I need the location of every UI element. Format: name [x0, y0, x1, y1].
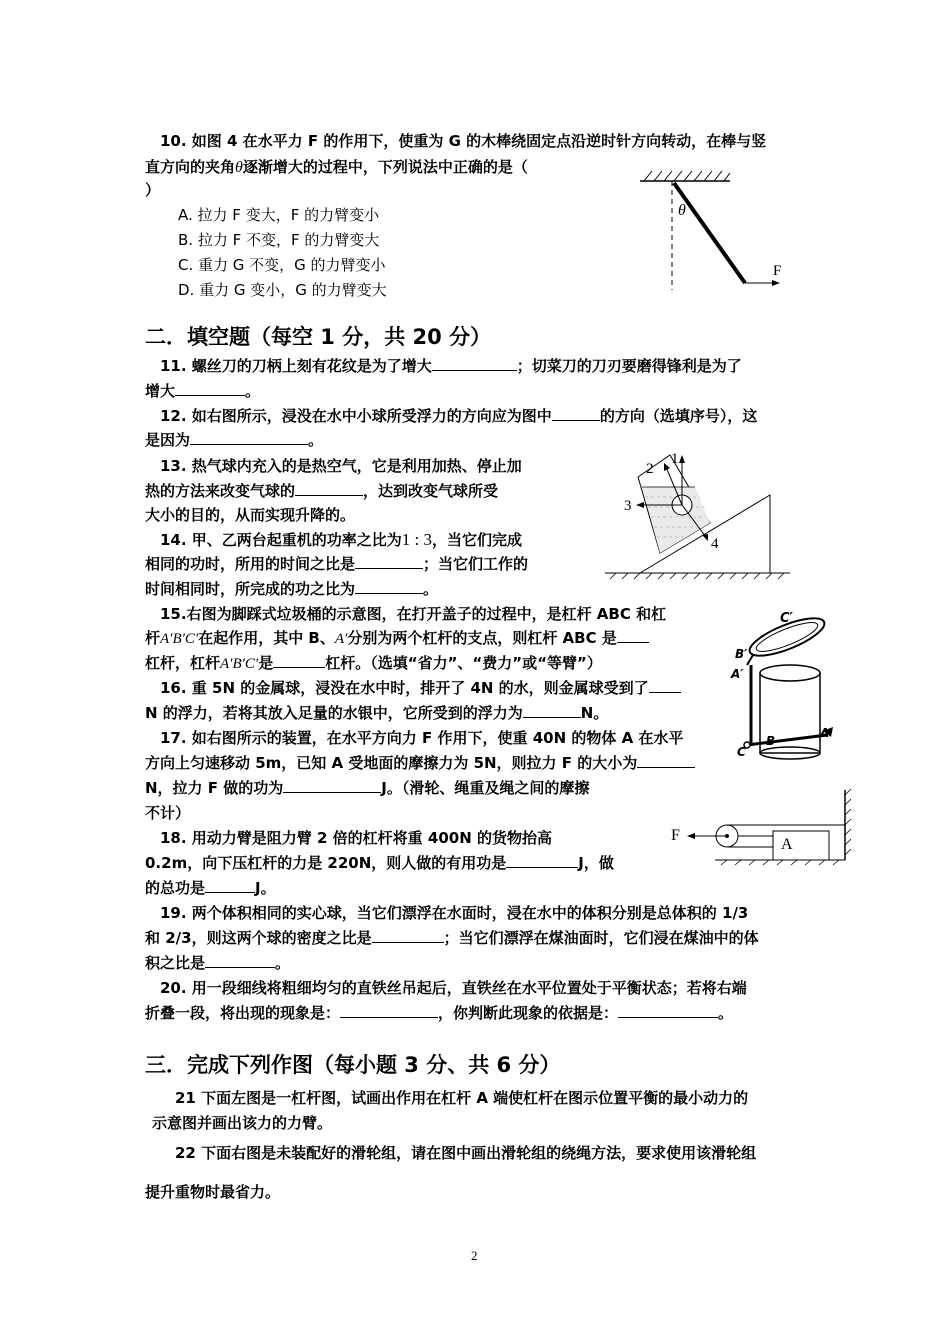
fig-block-a-label: A — [781, 836, 793, 853]
fig-a-prime-label: A′ — [731, 667, 744, 681]
fig-c-prime-label: C′ — [780, 611, 793, 626]
q10-option-d: D. 重力 G 变小，G 的力臂变大 — [178, 281, 387, 299]
page-number: 2 — [471, 1248, 478, 1263]
q10-option-b: B. 拉力 F 不变，F 的力臂变大 — [178, 231, 380, 249]
q13-line2: 热的方法来改变气球的 ，达到改变气球所受 — [145, 482, 499, 500]
q16-line2: N 的浮力，若将其放入足量的水银中，它所受到的浮力为 N。 — [145, 704, 609, 722]
fig-arrow-3-label: 3 — [624, 498, 632, 514]
q20-line1: 20. 用一段细线将粗细均匀的直铁丝吊起后，直铁丝在水平位置处于平衡状态；若将右端 — [160, 979, 747, 997]
q19-line3: 积之比是 。 — [145, 954, 291, 972]
q19-line1: 19. 两个体积相同的实心球，当它们漂浮在水面时，浸在水中的体积分别是总体积的 1/3 — [160, 904, 749, 922]
q17-line4: 不计） — [145, 804, 191, 822]
q13-line1: 13. 热气球内充入的是热空气，它是利用加热、停止加 — [160, 457, 522, 475]
q14-line2: 相同的功时，所用的时间之比是 ；当它们工作的 — [145, 555, 529, 573]
q17-line3: N，拉力 F 做的功为 J。（滑轮、绳重及绳之间的摩擦 — [145, 779, 590, 797]
q18-line3: 的总功是 J。 — [145, 879, 276, 897]
fig-force-label: F — [773, 263, 782, 279]
q17-line1: 17. 如右图所示的装置，在水平方向力 F 作用下，使重 40N 的物体 A 在水平 — [160, 729, 684, 747]
q13-line3: 大小的目的，从而实现升降的。 — [145, 506, 356, 524]
q12-line2: 是因为 。 — [145, 431, 324, 449]
fig-theta-label: θ — [678, 202, 686, 219]
fig-c-label: C — [737, 745, 746, 759]
q12-line1: 12. 如右图所示，浸没在水中小球所受浮力的方向应为图中 的方向（选填序号），这 — [160, 407, 758, 425]
q21-line2: 示意图并画出该力的力臂。 — [152, 1114, 333, 1132]
q10-option-a: A. 拉力 F 变大，F 的力臂变小 — [178, 206, 380, 224]
section-3-title: 三．完成下列作图（每小题 3 分、共 6 分） — [145, 1053, 561, 1077]
q16-line1: 16. 重 5N 的金属球，浸没在水中时，排开了 4N 的水，则金属球受到了 — [160, 677, 681, 699]
q20-line2: 折叠一段，将出现的现象是： ，你判断此现象的依据是： 。 — [145, 1004, 734, 1022]
q14-line1: 14. 甲、乙两台起重机的功率之比为1 : 3，当它们完成 — [160, 530, 523, 549]
q11-line1: 11. 螺丝刀的刀柄上刻有花纹是为了增大 ；切菜刀的刀刃要磨得锋利是为了 — [160, 357, 742, 375]
fig-b-label: B — [766, 734, 776, 748]
q21-line1: 21 下面左图是一杠杆图，试画出作用在杠杆 A 端使杠杆在图示位置平衡的最小动力的 — [175, 1089, 749, 1107]
fig-arrow-4-label: 4 — [711, 536, 719, 552]
q22-line2: 提升重物时最省力。 — [145, 1183, 281, 1201]
fig-arrow-2-label: 2 — [646, 461, 654, 477]
q10-option-c: C. 重力 G 不变，G 的力臂变小 — [178, 256, 386, 274]
q10-line1: 10. 如图 4 在水平力 F 的作用下，使重为 G 的木棒绕固定点沿逆时针方向转动，在棒与竖 — [160, 132, 767, 150]
q15-line3: 杠杆，杠杆A′B′C′是 杠杆。（选填“省力”、“费力”或“等臂”） — [145, 654, 602, 672]
fig-a-label: A — [820, 726, 830, 740]
fig-b-prime-label: B′ — [735, 647, 748, 661]
q18-line1: 18. 用动力臂是阻力臂 2 倍的杠杆将重 400N 的货物抬高 — [160, 829, 552, 847]
q11-line2: 增大 。 — [145, 382, 261, 400]
figure-pulley-diagram — [665, 785, 855, 865]
q15-line1: 15.右图为脚踩式垃圾桶的示意图，在打开盖子的过程中，是杠杆 ABC 和杠 — [160, 605, 667, 623]
q22-line1: 22 下面右图是未装配好的滑轮组，请在图中画出滑轮组的绕绳方法，要求使用该滑轮组 — [175, 1144, 757, 1162]
q14-line3: 时间相同时，所完成的功之比为 。 — [145, 580, 439, 598]
q15-line2: 杆A′B′C′在起作用，其中 B、A′分别为两个杠杆的支点，则杠杆 ABC 是 — [145, 627, 649, 650]
section-2-title: 二．填空题（每空 1 分，共 20 分） — [145, 325, 492, 349]
q17-line2: 方向上匀速移动 5m，已知 A 受地面的摩擦力为 5N，则拉力 F 的大小为 — [145, 752, 695, 774]
q19-line2: 和 2/3，则这两个球的密度之比是 ；当它们漂浮在煤油面时，它们浸在煤油中的体 — [145, 929, 759, 947]
fig-arrow-1-label: 1 — [671, 451, 679, 467]
figure-rod-diagram — [630, 165, 790, 295]
q10-line2: 直方向的夹角θ逐渐增大的过程中，下列说法中正确的是（ — [145, 158, 528, 176]
q18-line2: 0.2m，向下压杠杆的力是 220N，则人做的有用功是 J，做 — [145, 854, 614, 872]
q10-line3: ） — [145, 181, 161, 199]
fig-pulley-force-label: F — [671, 827, 680, 844]
